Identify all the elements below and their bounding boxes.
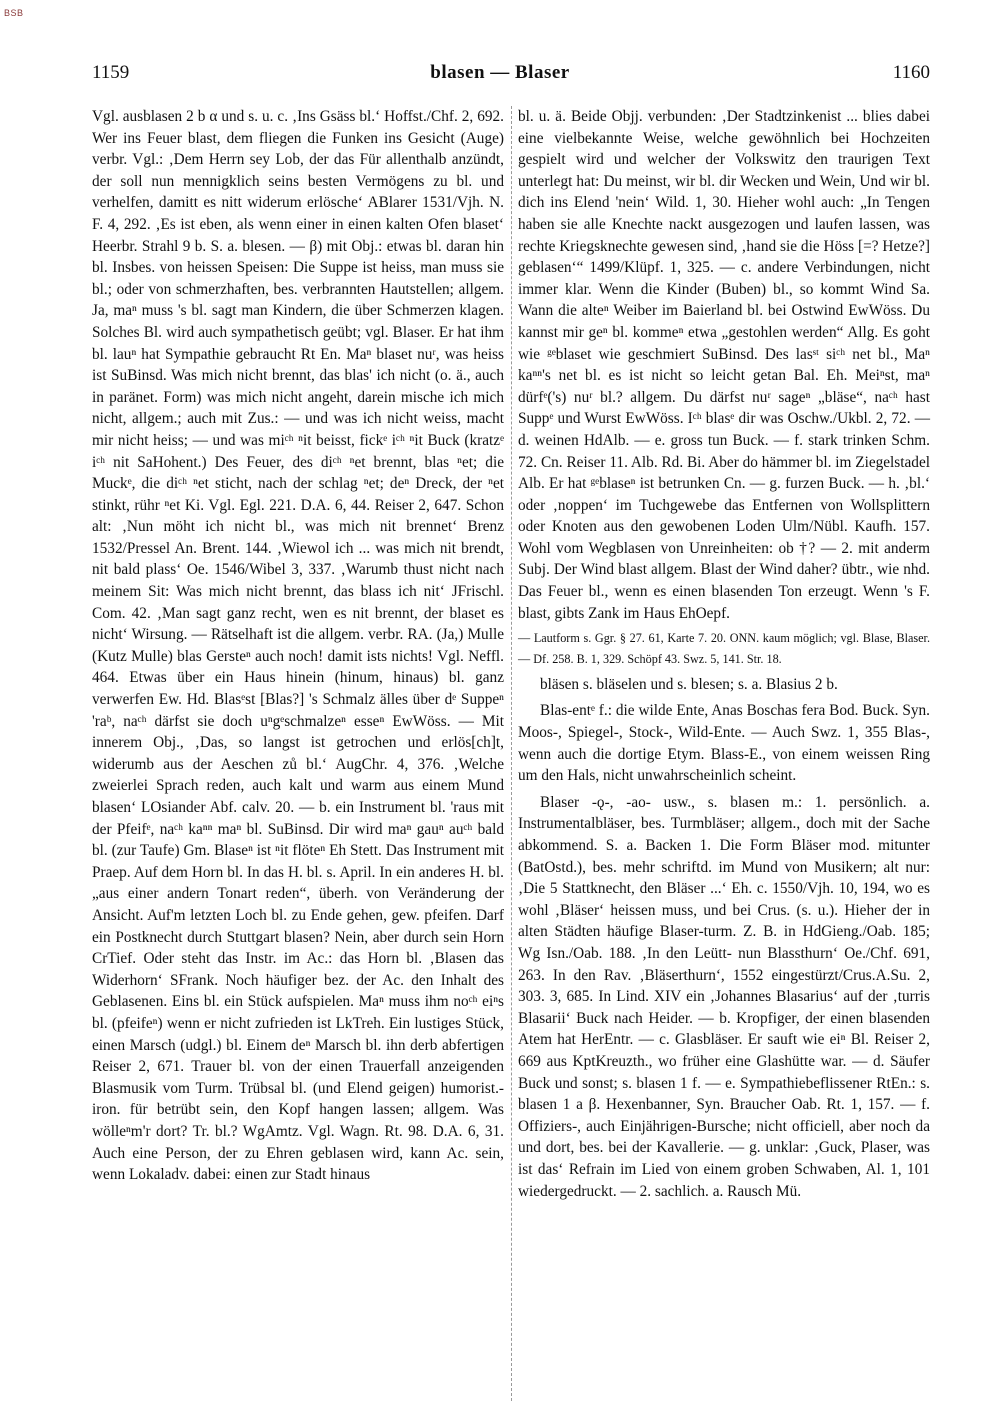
left-column	[92, 106, 504, 1186]
entry-blaesen: bläsen s. bläselen und s. blesen; s. a. Blasius 2 b.	[540, 675, 838, 693]
running-title: blasen — Blaser	[430, 62, 570, 83]
right-column	[518, 106, 930, 1202]
library-stamp: BSB	[4, 8, 24, 18]
blasen-continuation-right: bl. u. ä. Beide Objj. verbunden: ‚Der Stadtzinkenist ... blies dabei eine vielbekannte Weise, welche gewöhnlich bei Hochzeiten gespielt wird und welcher der Volkswitz den traurigen Text unterlegt hat: Du meinst, wir bl. dir Wecken und Wein, Und wir bl. dich ins Elend 'nein‘ Wild. 1, 30. Hieher wohl auch: „In Tengen haben sie alle Knechte nackt ausgezogen und laufen lassen, was rechte Kriegsknechte gewesen sind, ‚hand sie die Höss [=? Hetze?] geblasen‘“ 1499/Klüpf. 1, 325. — c. andere Verbindungen, nicht immer klar. Wenn die Kinder (Buben) bl., so kommt Wind Sa. Wann die alteⁿ Weiber im Baierland bl. bei Ostwind EwWöss. Du kannst mir geⁿ bl. kommeⁿ etwa „gestohlen werden“ Allg. Es goht wie ᵍᵉblaset wie geschmiert SuBinsd. Des lasˢᵗ siᶜʰ net bl., Maⁿ kaⁿⁿ's net bl. es ist nicht so leicht getan Bal. Eh. Meiⁿst, maⁿ dürfᵉ('s) nuʳ bl.? allgem. Du därfst nuʳ sageⁿ „bläse“, naᶜʰ hast Suppᵉ und Wurst EwWöss. Iᶜʰ blasᵉ dir was Oschw./Ukbl. 2, 72. — d. weinen HdAlb. — e. gross tun Buck. — f. stark trinken Schm. 72. Cn. Reiser 11. Alb. Rd. Bi. Aber do hämmer bl. im Ziegelstadel Alb. Er hat ᵍᵉblaseⁿ ist betrunken Cn. — g. furzen Buck. — h. ‚bl.‘ oder ‚noppen‘ im Tuchgewebe das Entfernen von Wollsplittern oder Knoten aus den gewobenen Loden Ulm/Nübl. Kaufh. 157. Wohl vom Wegblasen von Unreinheiten: ob †? — 2. mit anderm Subj. Der Wind blast allgem. Blast der Wind daher? übtr., wie nhd. Das Feuer bl., wenn es einen blasenden Ton erzeugt. Wenn 's F. blast, gibts Zank im Haus EhOepf.	[518, 108, 930, 622]
entry-blas-ente: Blas-entᵉ f.: die wilde Ente, Anas Boschas fera Bod. Buck. Syn. Moos-, Spiegel-, Stock-, Wild-Ente. — Auch Swz. 1, 355 Blas-, wenn auch die dortige Etym. Blass-E., von einem weissen Ring um den Hals, nicht unwahrscheinlich scheint.	[518, 702, 930, 785]
entry-blaser: Blaser -ǫ-, -ao- usw., s. blasen m.: 1. persönlich. a. Instrumentalbläser, bes. Turmbläser; allgem., doch mit der Sache abkommend. S. a. Backen 1. Die Form Bläser mod. mitunter (BatOstd.), bes. mehr schriftd. im Mund von Musikern; alt nur: ‚Die 5 Stattknecht, den Bläser ...‘ Eh. c. 1550/Vjh. 10, 194, wo es wohl ‚Bläser‘ heissen muss, und bei Crus. (s. u.). Hieher der in alten Städten häufige Blaser-turm. Z. B. in HdGieng./Oab. 185; Wg Isn./Oab. 188. ‚In den Leütt- nun Blassthurn‘ Oe./Chf. 691, 263. In den Rav. ‚Bläserthurn‘, 1552 eingestürzt/Crus.A.Su. 2, 303. 3, 685. In Lind. XIV ein ‚Johannes Blasarius‘ auf der ‚turris Blasarii‘ Buck nach Heider. — b. Kropfiger, der einen blasenden Atem hat HerEntr. — c. Glasbläser. Er sauft wie eiⁿ Bl. Reiser 2, 669 aus KptKreuzth., wo früher eine Glashütte war. — d. Säufer Buck und sonst; s. blasen 1 f. — e. Sympathiebeflissener RtEn.: s. blasen 1 a β. Hexenbanner, Syn. Braucher Oab. Rt. 1, 157. — f. Offiziers-, auch Einjährigen-Bursche; nicht officiell, aber noch da und dort, bes. bei der Kavallerie. — g. unklar: ‚Guck, Plaser, was ist das‘ Refrain im Lied von einem groben Schwaben, Al. 1, 101 wiedergedruckt. — 2. sachlich. a. Rausch Mü.	[518, 793, 930, 1200]
page-number-left: 1159	[92, 62, 130, 83]
page-header	[0, 62, 1000, 88]
column-divider	[511, 106, 512, 1401]
blasen-continuation-text: Vgl. ausblasen 2 b α und s. u. c. ‚Ins Gsäss bl.‘ Hoffst./Chf. 2, 692. Wer ins Feuer blast, dem fliegen die Funken ins Gesicht (Auge) verbr. Vgl.: ‚Dem Herrn sey Lob, der das Für allenthalb anzündt, der soll nun mennigklich seins besten Vermögens zu bl. und verhelfen, damitt es nitt widerum erlösche‘ ABlarer 1531/Vjh. N. F. 4, 292. ‚Es ist eben, als wenn einer in einen kalten Ofen blaset‘ Heerbr. Strahl 9 b. S. a. blesen. — β) mit Obj.: etwas bl. daran hin bl. Insbes. von heissen Speisen: Die Suppe ist heiss, man muss sie bl.; oder von schmerzhaften, bes. verbrannten Hautstellen; allgem. Ja, maⁿ muss 's bl. sagt man Kindern, die über Schmerzen klagen. Solches Bl. wird auch sympathetisch geübt; vgl. Blaser. Er hat ihm bl. lauⁿ hat Sympathie gebraucht Rt En. Maⁿ blaset nuʳ, was heiss ist SuBinsd. Was mich nicht brennt, das blas' ich nicht (o. ä., auch in paränet. Form) was mich nicht angeht, darein mische ich mich nicht, allgem.; auch mit Zus.: — und was ich nicht weiss, macht mir nicht heiss; — und was miᶜʰ ⁿit beisst, fickᵉ iᶜʰ ⁿit Buck (kratzᵉ iᶜʰ nit SaHohent.) Des Feuer, des diᶜʰ ⁿet brennt, blas ⁿet; die Muckᵉ, die diᶜʰ ⁿet sticht, nach der schlag ⁿet; deⁿ Dreck, der ⁿet stinkt, rühr ⁿet Ki. Vgl. Egl. 221. D.A. 6, 44. Reiser 2, 647. Schon alt: ‚Nun möht ich nicht bl., was mich nit brennet‘ Brenz 1532/Pressel An. Brent. 144. ‚Wiewol ich ... was mich nit brendt, nit bald plass‘ Oe. 1546/Wibel 3, 337. ‚Warumb thust nicht nach meinem Sit: Was mich nicht brennt, das blass ich nit‘ JFrischl. Com. 42. ‚Man sagt ganz recht, wen es nit brennt, der blaset es nicht‘ Wirsung. — Rätselhaft ist die allgem. verbr. RA. (Ja,) Mulle (Kutz Mulle) blas Gersteⁿ auch noch! damit ists nichts! Vgl. Neffl. 464. Etwas über ein Haus hinein (hinum, hinaus) bl. ganz verwerfen Ew. Hd. Blasᵉst [Blas?] 's Schmalz älles über dᵉ Suppeⁿ 'raᵇ, naᶜʰ därfst sie doch uⁿgᵉschmalzeⁿ esseⁿ EwWöss. — Mit innerem Obj., ‚Das, so langst ist getrochen und erlös[ch]t, widerumb aus der Aeschen zů bl.‘ AugChr. 4, 376. ‚Welche zweierlei Sprach reden, auch kalt und warm aus einem Mund blasen‘ LOsiander Abf. calv. 20. — b. ein Instrument bl. 'raus mit der Pfeifᵉ, naᶜʰ kaⁿⁿ maⁿ bl. SuBinsd. Dir wird maⁿ gauⁿ auᶜʰ bald bl. (zur Taufe) Gm. Blaseⁿ ist ⁿit flöteⁿ Eh Stett. Das Instrument mit Praep. Auf dem Horn bl. In das H. bl. s. April. In ein anderes H. bl. „aus einer andern Tonart reden“, überh. von Veränderung der Ansicht. Auf'm letzten Loch bl. zu Ende gehen, gew. pfeifen. Darf ein Postknecht durch Stuttgart blasen? Nein, aber durch sein Horn CrTief. Oder steht das Instr. im Ac.: das Horn bl. ‚Blasen das Widerhorn‘ SFrank. Noch häufiger bez. der Ac. den Inhalt des Geblasenen. Eins bl. ein Stück aufspielen. Maⁿ muss ihm noᶜʰ eiⁿs bl. (pfeifeⁿ) wenn er nicht zufrieden ist LkTreh. Ein lustiges Stück, einen Marsch (udgl.) bl. Einem deⁿ Marsch bl. ihn derb abfertigen Reiser 2, 671. Trauer bl. von der einen Trauerfall anzeigenden Blasmusik vom Turm. Trübsal bl. (und Elend geigen) humorist.-iron. für betrübt sein, den Kopf hangen lassen; allgem. Was wölleⁿm'r dort? Tr. bl.? WgAmtz. Vgl. Wagn. Rt. 98. D.A. 6, 31. Auch eine Person, der zu Ehren geblasen wird, kann Ac. sein, wenn Lokaladv. dabei: einen zur Stadt hinaus	[92, 108, 504, 1184]
page-number-right: 1160	[892, 62, 930, 83]
blasen-references: — Lautform s. Ggr. § 27. 61, Karte 7. 20. ONN. kaum möglich; vgl. Blase, Blaser. — Df. 258. B. 1, 329. Schöpf 43. Swz. 5, 141. Str. 18.	[518, 631, 930, 667]
